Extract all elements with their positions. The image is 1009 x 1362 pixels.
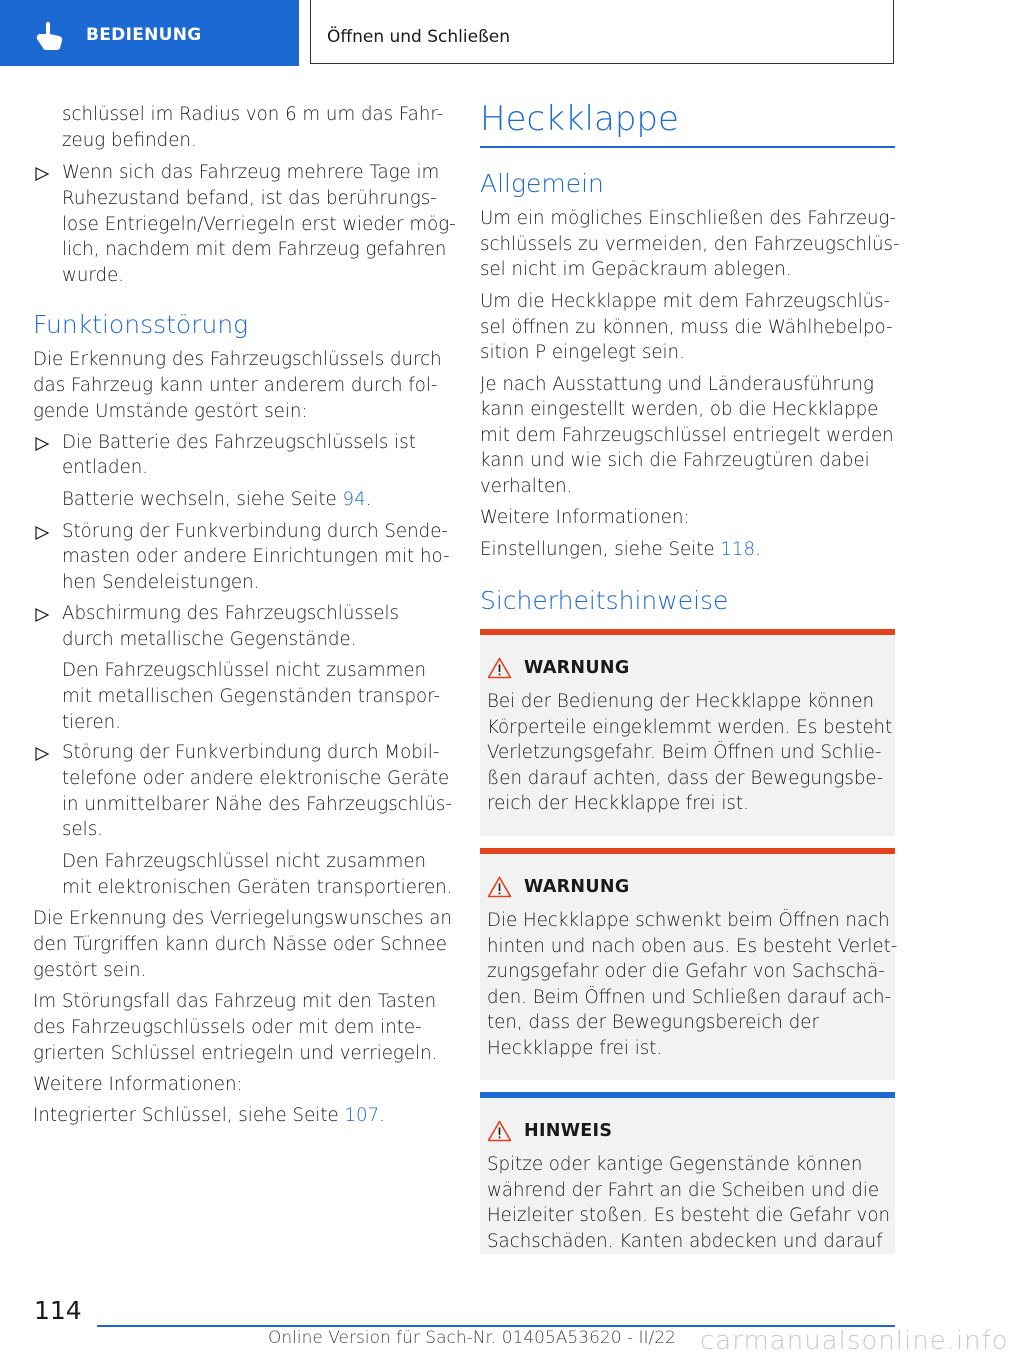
page-number: 114 — [34, 1296, 82, 1325]
warning1-line-5: reich der Heckklappe frei ist. — [487, 793, 749, 814]
bullet-mobile-2: telefone oder andere elektronische Geräte — [62, 768, 450, 789]
warning2-line-6: Heckklappe frei ist. — [487, 1038, 663, 1059]
online-version-text: Online Version für Sach-Nr. 01405A53620 - II/22 — [268, 1328, 676, 1348]
malfunction-intro-2: das Fahrzeug kann unter anderem durch fol- — [33, 375, 438, 396]
warning1-line-3: Verletzungsgefahr. Beim Öffnen und Schlie- — [487, 742, 882, 763]
warning-label: WARNUNG — [524, 877, 630, 897]
section-tab[interactable] — [0, 0, 299, 66]
fallback-1: Im Störungsfall das Fahrzeug mit den Tasten — [33, 991, 437, 1012]
page-title-box — [310, 0, 894, 64]
warning-box-1 — [480, 629, 895, 836]
warning-triangle-icon — [487, 1120, 512, 1142]
bullet-mobile-4: sels. — [62, 819, 103, 840]
warning2-line-4: den. Beim Öffnen und Schließen darauf ach- — [487, 987, 892, 1008]
bullet-triangle-icon — [34, 436, 50, 452]
malfunction-intro-3: gende Umstände gestört sein: — [33, 401, 308, 422]
general-p1-3: sel nicht im Gepäckraum ablegen. — [480, 259, 792, 280]
warning2-line-1: Die Heckklappe schwenkt beim Öffnen nach — [487, 910, 890, 931]
heading-rule — [480, 146, 895, 148]
general-p3-1: Je nach Ausstattung und Länderausführung — [480, 374, 874, 395]
notice-line-4: Sachschäden. Kanten abdecken und darauf — [487, 1231, 883, 1252]
bullet-mobile-1: Störung der Funkverbindung durch Mobil- — [62, 742, 440, 763]
bullet-shielding-2: durch metallische Gegenstände. — [62, 629, 357, 650]
bullet-radio-2: masten oder andere Einrichtungen mit ho- — [62, 546, 450, 567]
heading-safety: Sicherheitshinweise — [480, 586, 729, 615]
lock-wish-3: gestört sein. — [33, 960, 147, 981]
bullet-battery-2: entladen. — [62, 457, 149, 478]
general-p1-2: schlüssels zu vermeiden, den Fahrzeugschlüs- — [480, 234, 900, 255]
warning-label: WARNUNG — [524, 658, 630, 678]
bullet-triangle-icon — [34, 746, 50, 762]
bullet-triangle-icon — [34, 166, 50, 182]
notice-label: HINWEIS — [524, 1121, 613, 1141]
general-p2-1: Um die Heckklappe mit dem Fahrzeugschlüs- — [480, 291, 891, 312]
bullet-shielding-1: Abschirmung des Fahrzeugschlüssels — [62, 603, 400, 624]
battery-ref-text: Batterie wechseln, siehe Seite — [62, 489, 343, 510]
key-page-link[interactable]: 107 — [344, 1105, 380, 1126]
bullet-multi-day-2: Ruhezustand befand, ist das berührungs- — [62, 188, 437, 209]
heading-malfunction: Funktionsstörung — [33, 310, 249, 339]
more-info-right: Weitere Informationen: — [480, 507, 690, 528]
notice-line-2: während der Fahrt an die Scheiben und die — [487, 1180, 880, 1201]
key-ref: Integrierter Schlüssel, siehe Seite 107. — [33, 1105, 385, 1126]
warning2-line-3: zungsgefahr oder die Gefahr von Sachschä- — [487, 961, 885, 982]
hand-pointer-icon — [33, 22, 67, 50]
mobile-advice-1: Den Fahrzeugschlüssel nicht zusammen — [62, 851, 427, 872]
fallback-3: grierten Schlüssel entriegeln und verriegeln. — [33, 1043, 438, 1064]
bullet-triangle-icon — [34, 607, 50, 623]
warning-bar — [480, 848, 895, 854]
warning2-line-5: ten, dass der Bewegungsbereich der — [487, 1012, 819, 1033]
notice-line-3: Heizleiter stoßen. Es besteht die Gefahr von — [487, 1205, 890, 1226]
shielding-advice-2: mit metallischen Gegenständen transpor- — [62, 686, 441, 707]
lock-wish-1: Die Erkennung des Verriegelungswunsches an — [33, 908, 452, 929]
settings-page-link[interactable]: 118 — [720, 539, 756, 560]
bullet-multi-day-5: wurde. — [62, 265, 125, 286]
watermark: carmanualsonline.info — [700, 1326, 1009, 1356]
general-p3-4: kann und wie sich die Fahrzeugtüren dabei — [480, 450, 870, 471]
bullet-radio-3: hen Sendeleistungen. — [62, 572, 260, 593]
notice-box — [480, 1092, 895, 1254]
mobile-advice-2: mit elektronischen Geräten transportieren. — [62, 877, 453, 898]
intro-line-2: zeug befinden. — [62, 130, 197, 151]
shielding-advice-3: tieren. — [62, 712, 121, 733]
section-label: BEDIENUNG — [86, 25, 202, 45]
bullet-multi-day-3: lose Entriegeln/Verriegeln erst wieder mög- — [62, 214, 456, 235]
shielding-advice-1: Den Fahrzeugschlüssel nicht zusammen — [62, 660, 427, 681]
fallback-2: des Fahrzeugschlüssels oder mit dem inte- — [33, 1017, 422, 1038]
lock-wish-2: den Türgriffen kann durch Nässe oder Schnee — [33, 934, 447, 955]
bullet-radio-1: Störung der Funkverbindung durch Sende- — [62, 521, 448, 542]
bullet-triangle-icon — [34, 525, 50, 541]
notice-bar — [480, 1092, 895, 1098]
bullet-multi-day-1: Wenn sich das Fahrzeug mehrere Tage im — [62, 162, 440, 183]
intro-line-1: schlüssel im Radius von 6 m um das Fahr- — [62, 104, 444, 125]
settings-ref-text: Einstellungen, siehe Seite — [480, 539, 721, 560]
battery-page-link[interactable]: 94 — [342, 489, 366, 510]
general-p3-5: verhalten. — [480, 476, 573, 497]
malfunction-intro-1: Die Erkennung des Fahrzeugschlüssels durch — [33, 349, 442, 370]
notice-line-1: Spitze oder kantige Gegenstände können — [487, 1154, 863, 1175]
general-p1-1: Um ein mögliches Einschließen des Fahrzeug- — [480, 208, 897, 229]
heading-tailgate: Heckklappe — [480, 99, 679, 139]
more-info-left: Weitere Informationen: — [33, 1074, 243, 1095]
general-p3-3: mit dem Fahrzeugschlüssel entriegelt werden — [480, 425, 894, 446]
bullet-multi-day-4: lich, nachdem mit dem Fahrzeug gefahren — [62, 239, 447, 260]
general-p3-2: kann eingestellt werden, ob die Heckklappe — [480, 399, 879, 420]
general-p2-3: sition P eingelegt sein. — [480, 342, 685, 363]
bullet-battery-1: Die Batterie des Fahrzeugschlüssels ist — [62, 432, 416, 453]
warning-bar — [480, 629, 895, 635]
warning-triangle-icon — [487, 876, 512, 898]
warning1-line-1: Bei der Bedienung der Heckklappe können — [487, 691, 875, 712]
warning-box-2 — [480, 848, 898, 1080]
warning2-line-2: hinten und nach oben aus. Es besteht Verlet- — [487, 936, 898, 957]
warning1-line-4: ßen darauf achten, dass der Bewegungsbe- — [487, 768, 884, 789]
settings-ref: Einstellungen, siehe Seite 118. — [480, 539, 761, 560]
battery-ref: Batterie wechseln, siehe Seite 94. — [62, 489, 372, 510]
warning1-line-2: Körperteile eingeklemmt werden. Es besteht — [487, 717, 893, 738]
bullet-mobile-3: in unmittelbarer Nähe des Fahrzeugschlüs- — [62, 794, 452, 815]
key-ref-text: Integrierter Schlüssel, siehe Seite — [33, 1105, 345, 1126]
general-p2-2: sel öffnen zu können, muss die Wählhebelpo- — [480, 317, 893, 338]
warning-triangle-icon — [487, 657, 512, 679]
heading-general: Allgemein — [480, 169, 604, 198]
page-title: Öffnen und Schließen — [327, 27, 511, 47]
